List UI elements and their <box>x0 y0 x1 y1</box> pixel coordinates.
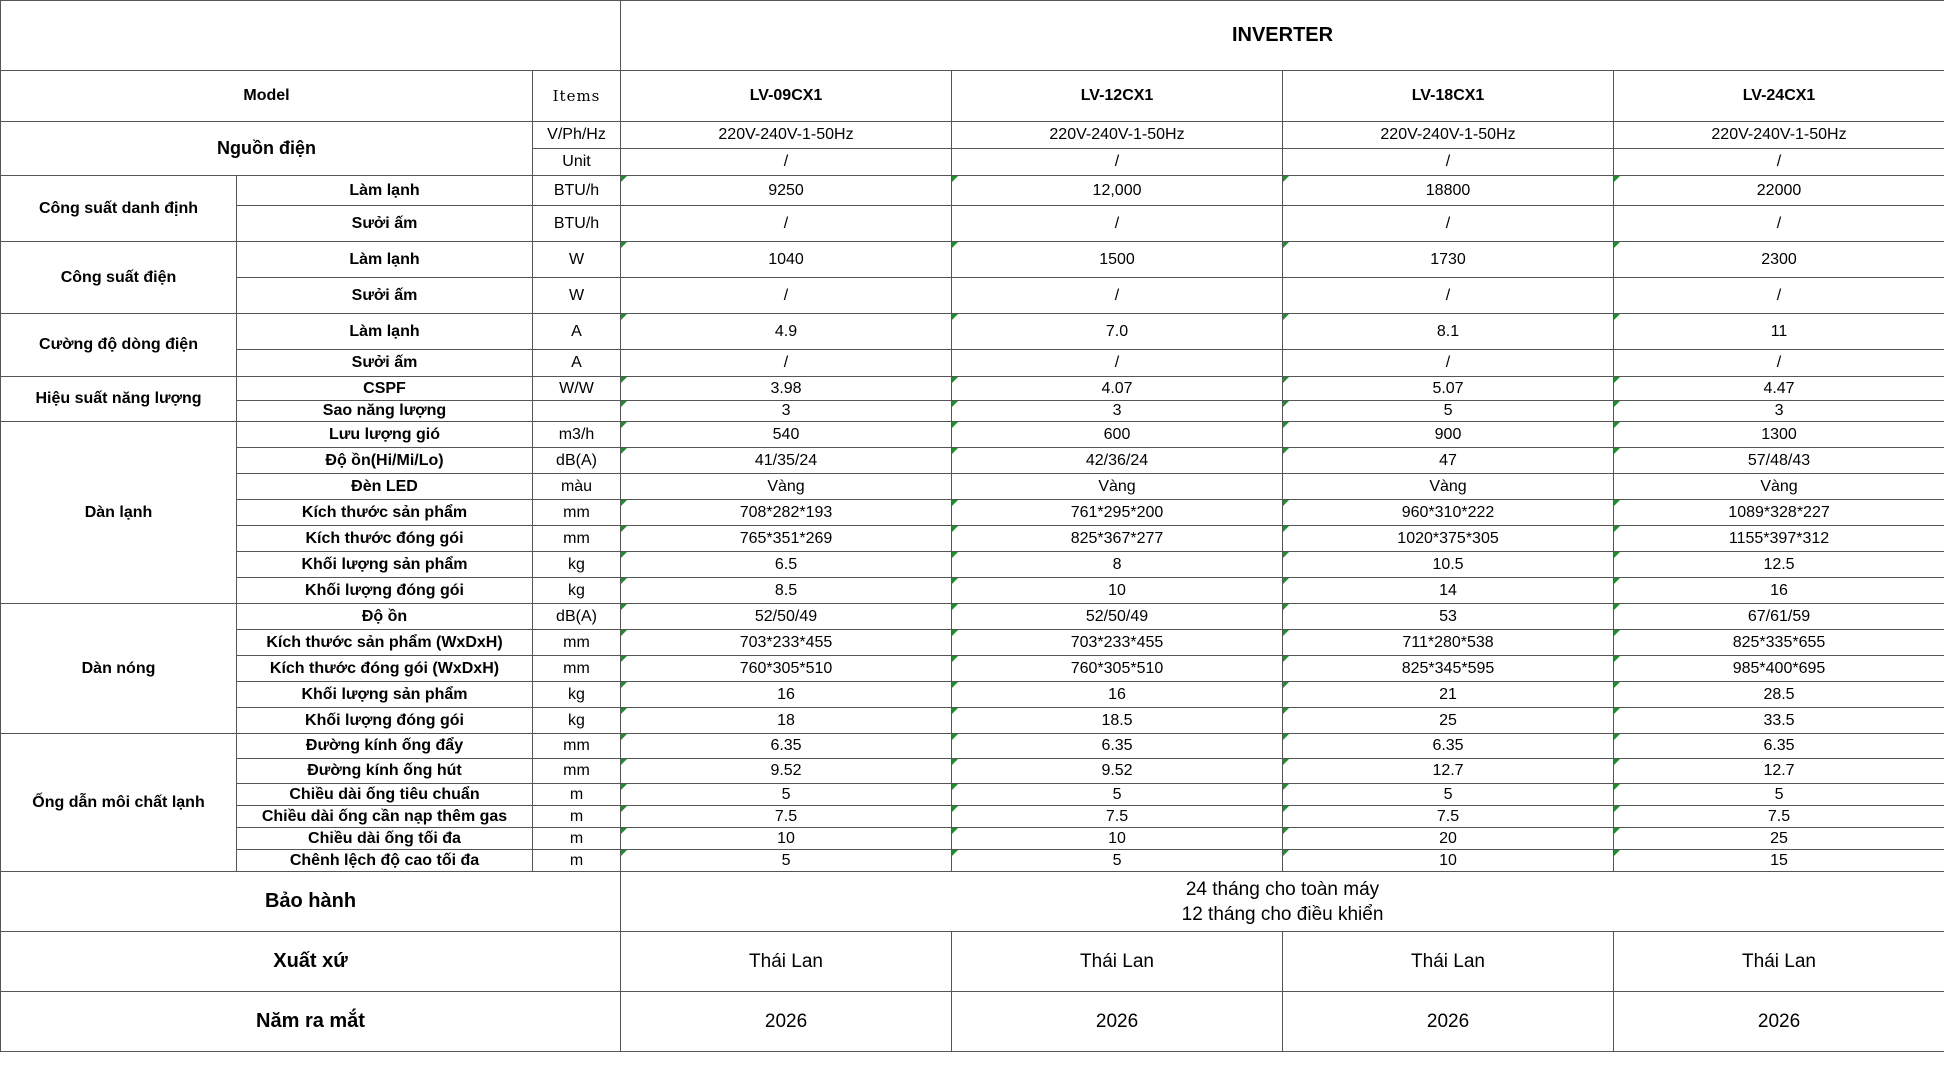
origin-value: Thái Lan <box>1283 932 1614 992</box>
spec-row <box>1 377 1944 401</box>
value-cell: 12,000 <box>952 176 1283 206</box>
value-cell: / <box>952 206 1283 242</box>
spec-row <box>1 604 1944 630</box>
value-cell: 52/50/49 <box>952 604 1283 630</box>
value-cell: 6.5 <box>621 552 952 578</box>
unit-cell: kg <box>533 552 621 578</box>
value-cell: 18800 <box>1283 176 1614 206</box>
value-cell: / <box>1283 206 1614 242</box>
value-cell: 25 <box>1283 708 1614 734</box>
spec-row <box>1 206 1944 242</box>
value-cell: 3.98 <box>621 377 952 401</box>
value-cell: 4.47 <box>1614 377 1944 401</box>
value-cell: 761*295*200 <box>952 500 1283 526</box>
item-label: Độ ồn(Hi/Mi/Lo) <box>237 448 533 474</box>
launch-year-label: Năm ra mắt <box>1 992 621 1052</box>
value-cell: 711*280*538 <box>1283 630 1614 656</box>
model-row <box>1 71 1944 122</box>
value-cell: 5 <box>621 784 952 806</box>
value-cell: / <box>1283 278 1614 314</box>
value-cell: 11 <box>1614 314 1944 350</box>
unit-cell: dB(A) <box>533 604 621 630</box>
value-cell: / <box>1283 350 1614 377</box>
item-label: Kích thước sản phẩm <box>237 500 533 526</box>
unit-cell: BTU/h <box>533 206 621 242</box>
origin-row <box>1 932 1944 992</box>
value-cell: 900 <box>1283 422 1614 448</box>
unit-cell: mm <box>533 500 621 526</box>
value-cell: / <box>1283 149 1614 176</box>
items-label: Items <box>533 71 621 122</box>
value-cell: 5 <box>952 850 1283 872</box>
group-label: Công suất danh định <box>1 176 237 242</box>
item-label: Khối lượng đóng gói <box>237 578 533 604</box>
launch-year-value: 2026 <box>1614 992 1944 1052</box>
model-name: LV-09CX1 <box>621 71 952 122</box>
spec-row <box>1 500 1944 526</box>
spec-row <box>1 552 1944 578</box>
origin-value: Thái Lan <box>621 932 952 992</box>
unit-cell: kg <box>533 682 621 708</box>
unit-cell: m <box>533 806 621 828</box>
unit-cell: kg <box>533 578 621 604</box>
value-cell: Vàng <box>1283 474 1614 500</box>
unit-cell: mm <box>533 526 621 552</box>
value-cell: 7.0 <box>952 314 1283 350</box>
value-cell: / <box>952 278 1283 314</box>
value-cell: 10 <box>952 828 1283 850</box>
value-cell: 600 <box>952 422 1283 448</box>
unit-cell: W <box>533 242 621 278</box>
value-cell: 1155*397*312 <box>1614 526 1944 552</box>
value-cell: 10.5 <box>1283 552 1614 578</box>
model-name: LV-12CX1 <box>952 71 1283 122</box>
spec-row <box>1 734 1944 759</box>
value-cell: 57/48/43 <box>1614 448 1944 474</box>
unit-cell: mm <box>533 656 621 682</box>
group-label: Ống dẫn môi chất lạnh <box>1 734 237 872</box>
value-cell: 3 <box>1614 401 1944 422</box>
spec-row <box>1 314 1944 350</box>
value-cell: 960*310*222 <box>1283 500 1614 526</box>
item-label: Kích thước sản phẩm (WxDxH) <box>237 630 533 656</box>
unit-cell: Unit <box>533 149 621 176</box>
value-cell: 41/35/24 <box>621 448 952 474</box>
item-label: Lưu lượng gió <box>237 422 533 448</box>
item-label: Khối lượng đóng gói <box>237 708 533 734</box>
unit-cell: W/W <box>533 377 621 401</box>
value-cell: 14 <box>1283 578 1614 604</box>
item-label: Làm lạnh <box>237 242 533 278</box>
value-cell: / <box>621 350 952 377</box>
warranty-line: 12 tháng cho điều khiển <box>1181 903 1384 925</box>
value-cell: 765*351*269 <box>621 526 952 552</box>
value-cell: 703*233*455 <box>621 630 952 656</box>
spec-row <box>1 682 1944 708</box>
unit-cell: kg <box>533 708 621 734</box>
item-label: CSPF <box>237 377 533 401</box>
value-cell: 10 <box>952 578 1283 604</box>
launch-year-row <box>1 992 1944 1052</box>
value-cell: Vàng <box>621 474 952 500</box>
value-cell: 825*367*277 <box>952 526 1283 552</box>
value-cell: 5 <box>952 784 1283 806</box>
value-cell: / <box>1614 278 1944 314</box>
origin-value: Thái Lan <box>1614 932 1944 992</box>
item-label: Sưởi ấm <box>237 350 533 377</box>
spec-row <box>1 242 1944 278</box>
value-cell: 8.1 <box>1283 314 1614 350</box>
item-label: Làm lạnh <box>237 314 533 350</box>
item-label: Làm lạnh <box>237 176 533 206</box>
unit-cell <box>533 401 621 422</box>
spec-row <box>1 578 1944 604</box>
value-cell: 8 <box>952 552 1283 578</box>
value-cell: 2300 <box>1614 242 1944 278</box>
value-cell: 7.5 <box>621 806 952 828</box>
value-cell: 18.5 <box>952 708 1283 734</box>
value-cell: 67/61/59 <box>1614 604 1944 630</box>
item-label: Đường kính ống hút <box>237 759 533 784</box>
value-cell: / <box>952 149 1283 176</box>
value-cell: 42/36/24 <box>952 448 1283 474</box>
title-row <box>1 1 1944 71</box>
value-cell: 4.07 <box>952 377 1283 401</box>
item-label: Chiều dài ống cần nạp thêm gas <box>237 806 533 828</box>
item-label: Đèn LED <box>237 474 533 500</box>
value-cell: / <box>1614 149 1944 176</box>
spec-row <box>1 422 1944 448</box>
value-cell: 708*282*193 <box>621 500 952 526</box>
spec-row <box>1 176 1944 206</box>
value-cell: 7.5 <box>1614 806 1944 828</box>
origin-label: Xuất xứ <box>1 932 621 992</box>
value-cell: 985*400*695 <box>1614 656 1944 682</box>
value-cell: 16 <box>621 682 952 708</box>
value-cell: 220V-240V-1-50Hz <box>621 122 952 149</box>
value-cell: 5 <box>1614 784 1944 806</box>
value-cell: 220V-240V-1-50Hz <box>1283 122 1614 149</box>
value-cell: 53 <box>1283 604 1614 630</box>
value-cell: / <box>1614 350 1944 377</box>
value-cell: 33.5 <box>1614 708 1944 734</box>
value-cell: 4.9 <box>621 314 952 350</box>
table-title: INVERTER <box>621 1 1944 71</box>
value-cell: 540 <box>621 422 952 448</box>
value-cell: 825*345*595 <box>1283 656 1614 682</box>
value-cell: 1300 <box>1614 422 1944 448</box>
value-cell: 6.35 <box>1614 734 1944 759</box>
spec-row <box>1 708 1944 734</box>
group-label: Hiệu suất năng lượng <box>1 377 237 422</box>
spec-row <box>1 784 1944 806</box>
value-cell: 28.5 <box>1614 682 1944 708</box>
power-row <box>1 122 1944 149</box>
value-cell: 703*233*455 <box>952 630 1283 656</box>
item-label: Khối lượng sản phẩm <box>237 552 533 578</box>
value-cell: 18 <box>621 708 952 734</box>
item-label: Sưởi ấm <box>237 206 533 242</box>
spec-row <box>1 278 1944 314</box>
launch-year-value: 2026 <box>1283 992 1614 1052</box>
unit-cell: m <box>533 850 621 872</box>
value-cell: 9.52 <box>621 759 952 784</box>
item-label: Sao năng lượng <box>237 401 533 422</box>
value-cell: 20 <box>1283 828 1614 850</box>
group-label: Dàn lạnh <box>1 422 237 604</box>
value-cell: 5 <box>1283 784 1614 806</box>
spec-row <box>1 656 1944 682</box>
value-cell: 52/50/49 <box>621 604 952 630</box>
warranty-line: 24 tháng cho toàn máy <box>1185 878 1380 900</box>
warranty-label: Bảo hành <box>1 872 621 932</box>
item-label: Chiều dài ống tối đa <box>237 828 533 850</box>
spec-row <box>1 474 1944 500</box>
spec-row <box>1 806 1944 828</box>
value-cell: 12.7 <box>1283 759 1614 784</box>
item-label: Chiều dài ống tiêu chuẩn <box>237 784 533 806</box>
value-cell: 1089*328*227 <box>1614 500 1944 526</box>
unit-cell: m3/h <box>533 422 621 448</box>
value-cell: 15 <box>1614 850 1944 872</box>
item-label: Kích thước đóng gói <box>237 526 533 552</box>
value-cell: 1020*375*305 <box>1283 526 1614 552</box>
model-name: LV-24CX1 <box>1614 71 1944 122</box>
value-cell: / <box>1614 206 1944 242</box>
value-cell: 3 <box>952 401 1283 422</box>
spec-row <box>1 401 1944 422</box>
value-cell: 6.35 <box>1283 734 1614 759</box>
value-cell: / <box>621 278 952 314</box>
value-cell: / <box>621 149 952 176</box>
unit-cell: mm <box>533 630 621 656</box>
spec-row <box>1 630 1944 656</box>
value-cell: 22000 <box>1614 176 1944 206</box>
group-label: Cường độ dòng điện <box>1 314 237 377</box>
value-cell: 1500 <box>952 242 1283 278</box>
item-label: Kích thước đóng gói (WxDxH) <box>237 656 533 682</box>
warranty-row <box>1 872 1944 932</box>
unit-cell: m <box>533 828 621 850</box>
item-label: Đường kính ống đẩy <box>237 734 533 759</box>
spec-row <box>1 828 1944 850</box>
power-source-label: Nguồn điện <box>1 122 533 176</box>
value-cell: 10 <box>621 828 952 850</box>
value-cell: 16 <box>1614 578 1944 604</box>
warranty-value <box>621 872 1944 932</box>
unit-cell: mm <box>533 759 621 784</box>
unit-cell: BTU/h <box>533 176 621 206</box>
unit-cell: A <box>533 350 621 377</box>
value-cell: Vàng <box>1614 474 1944 500</box>
spec-row <box>1 350 1944 377</box>
value-cell: 3 <box>621 401 952 422</box>
spec-row <box>1 759 1944 784</box>
value-cell: 220V-240V-1-50Hz <box>1614 122 1944 149</box>
item-label: Sưởi ấm <box>237 278 533 314</box>
corner-cell <box>1 1 621 71</box>
spec-row <box>1 448 1944 474</box>
spec-row <box>1 850 1944 872</box>
value-cell: 6.35 <box>621 734 952 759</box>
value-cell: 6.35 <box>952 734 1283 759</box>
value-cell: / <box>952 350 1283 377</box>
item-label: Độ ồn <box>237 604 533 630</box>
value-cell: 21 <box>1283 682 1614 708</box>
value-cell: 760*305*510 <box>621 656 952 682</box>
value-cell: 5.07 <box>1283 377 1614 401</box>
value-cell: 10 <box>1283 850 1614 872</box>
unit-cell: W <box>533 278 621 314</box>
model-name: LV-18CX1 <box>1283 71 1614 122</box>
value-cell: 760*305*510 <box>952 656 1283 682</box>
group-label: Công suất điện <box>1 242 237 314</box>
unit-cell: màu <box>533 474 621 500</box>
unit-cell: dB(A) <box>533 448 621 474</box>
value-cell: 12.5 <box>1614 552 1944 578</box>
spec-row <box>1 526 1944 552</box>
launch-year-value: 2026 <box>952 992 1283 1052</box>
unit-cell: mm <box>533 734 621 759</box>
launch-year-value: 2026 <box>621 992 952 1052</box>
value-cell: 16 <box>952 682 1283 708</box>
group-label: Dàn nóng <box>1 604 237 734</box>
value-cell: Vàng <box>952 474 1283 500</box>
value-cell: 1730 <box>1283 242 1614 278</box>
value-cell: 5 <box>1283 401 1614 422</box>
value-cell: 9250 <box>621 176 952 206</box>
value-cell: 5 <box>621 850 952 872</box>
model-label: Model <box>1 71 533 122</box>
value-cell: 1040 <box>621 242 952 278</box>
value-cell: 7.5 <box>952 806 1283 828</box>
value-cell: 12.7 <box>1614 759 1944 784</box>
unit-cell: V/Ph/Hz <box>533 122 621 149</box>
value-cell: 7.5 <box>1283 806 1614 828</box>
item-label: Chênh lệch độ cao tối đa <box>237 850 533 872</box>
unit-cell: m <box>533 784 621 806</box>
origin-value: Thái Lan <box>952 932 1283 992</box>
value-cell: 25 <box>1614 828 1944 850</box>
value-cell: 220V-240V-1-50Hz <box>952 122 1283 149</box>
value-cell: 825*335*655 <box>1614 630 1944 656</box>
value-cell: / <box>621 206 952 242</box>
spec-groups <box>1 176 1944 872</box>
value-cell: 47 <box>1283 448 1614 474</box>
value-cell: 9.52 <box>952 759 1283 784</box>
unit-cell: A <box>533 314 621 350</box>
value-cell: 8.5 <box>621 578 952 604</box>
item-label: Khối lượng sản phẩm <box>237 682 533 708</box>
